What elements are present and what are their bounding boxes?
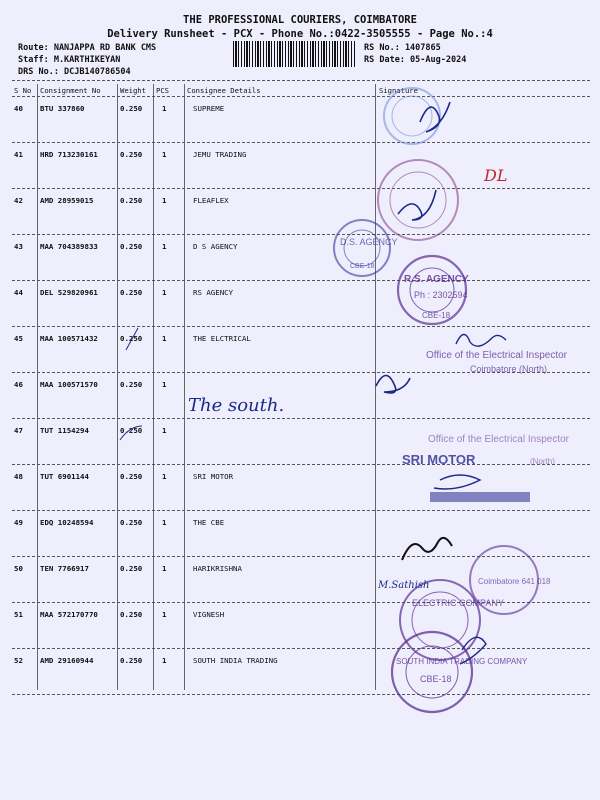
- col-header-weight: Weight: [120, 86, 146, 95]
- row-consignment-no: TUT 1154294: [40, 426, 89, 435]
- stamp-rs-agency-text: R.S. AGENCY: [404, 274, 469, 285]
- office-stamp-city: Coimbatore (North): [470, 364, 548, 374]
- stamp-south-india-trading-text: SOUTH INDIA TRADING COMPANY: [396, 657, 528, 666]
- row-sno: 43: [14, 242, 23, 251]
- row-pcs: 1: [162, 426, 167, 435]
- row-weight: 0.250: [120, 104, 143, 113]
- signature-row-45: [456, 334, 506, 346]
- col-header-signature: Signature: [379, 86, 418, 95]
- col-header-consignment: Consignment No: [40, 86, 101, 95]
- row-weight: 0.250: [120, 334, 143, 343]
- row-weight: 0.250: [120, 426, 143, 435]
- row-consignment-no: MAA 704389833: [40, 242, 98, 251]
- row-pcs: 1: [162, 564, 167, 573]
- drs-number: DRS No.: DCJB140786504: [18, 67, 131, 77]
- row-pcs: 1: [162, 610, 167, 619]
- rs-number: RS No.: 1407865: [364, 43, 441, 53]
- row-pcs: 1: [162, 104, 167, 113]
- stamp-sri-motor: SRI MOTOR: [402, 452, 476, 467]
- row-pcs: 1: [162, 242, 167, 251]
- stamp-jemu-trading: [378, 160, 458, 240]
- row-pcs: 1: [162, 196, 167, 205]
- stamp-signer: M.Sathish: [378, 580, 430, 591]
- row-weight: 0.250: [120, 564, 143, 573]
- stamp-row-49-bar: [430, 492, 530, 502]
- row-consignment-no: AMD 28959015: [40, 196, 94, 205]
- stamp-electric-company-text: ELECTRIC COMPANY: [412, 598, 504, 608]
- row-consignment-no: BTU 337860: [40, 104, 85, 113]
- row-consignee: SOUTH INDIA TRADING: [193, 656, 278, 665]
- row-pcs: 1: [162, 334, 167, 343]
- row-pcs: 1: [162, 380, 167, 389]
- handwriting-south: The south.: [188, 395, 285, 416]
- row-sno: 41: [14, 150, 23, 159]
- page-subtitle: Delivery Runsheet - PCX - Phone No.:0422-3505555 - Page No.:4: [107, 28, 493, 40]
- row-weight: 0.250: [120, 518, 143, 527]
- row-pcs: 1: [162, 518, 167, 527]
- row-weight: 0.250: [120, 196, 143, 205]
- row-consignee: SRI MOTOR: [193, 472, 234, 481]
- row-consignment-no: MAA 100571432: [40, 334, 98, 343]
- rs-date: RS Date: 05-Aug-2024: [364, 55, 467, 65]
- signature-row-40: [420, 102, 450, 132]
- stamp-supreme: [384, 88, 440, 144]
- stamp-rs-city: CBE-18: [422, 311, 451, 320]
- row-pcs: 1: [162, 150, 167, 159]
- office-stamp-line1: Office of the Electrical Inspector: [426, 350, 567, 361]
- row-weight: 0.250: [120, 288, 143, 297]
- row-consignment-no: AMD 29160944: [40, 656, 94, 665]
- row-sno: 42: [14, 196, 23, 205]
- row-weight: 0.250: [120, 150, 143, 159]
- signature-row-46: [376, 375, 410, 393]
- row-consignee: JEMU TRADING: [193, 150, 247, 159]
- signature-row-50: [402, 538, 452, 560]
- row-consignment-no: EDQ 10248594: [40, 518, 94, 527]
- row-sno: 50: [14, 564, 23, 573]
- row-consignee: THE CBE: [193, 518, 225, 527]
- office-stamp-line2: Office of the Electrical Inspector: [428, 434, 569, 445]
- row-sno: 44: [14, 288, 23, 297]
- stamp-electric-company: [400, 580, 480, 660]
- row-sno: 40: [14, 104, 23, 113]
- row-pcs: 1: [162, 288, 167, 297]
- row-consignee: SUPREME: [193, 104, 225, 113]
- row-pcs: 1: [162, 656, 167, 665]
- signature-row-48: [434, 475, 480, 489]
- col-header-consignee: Consignee Details: [187, 86, 261, 95]
- row-consignee: VIGNESH: [193, 610, 225, 619]
- row-sno: 47: [14, 426, 23, 435]
- row-weight: 0.250: [120, 472, 143, 481]
- stamp-ds-agency-city: CBE-18: [350, 263, 375, 270]
- stamp-cbe-18: CBE-18: [420, 674, 452, 684]
- row-consignment-no: TUT 6901144: [40, 472, 89, 481]
- row-consignee: THE ELCTRICAL: [193, 334, 251, 343]
- row-consignee: FLEAFLEX: [193, 196, 229, 205]
- stamp-south-india-trading: [392, 632, 472, 712]
- row-weight: 0.250: [120, 610, 143, 619]
- col-header-pcs: PCS: [156, 86, 169, 95]
- signature-row-42: [398, 190, 436, 220]
- stamp-coimbatore-text: Coimbatore 641 018: [478, 577, 551, 586]
- row-sno: 52: [14, 656, 23, 665]
- row-consignment-no: MAA 100571570: [40, 380, 98, 389]
- row-consignment-no: HRD 713230161: [40, 150, 98, 159]
- row-sno: 46: [14, 380, 23, 389]
- row-consignment-no: DEL 529820961: [40, 288, 98, 297]
- row-sno: 45: [14, 334, 23, 343]
- pen-tick-row-45: [126, 328, 138, 350]
- stamp-sri-motor-sub: (North): [530, 457, 555, 466]
- row-sno: 51: [14, 610, 23, 619]
- row-sno: 49: [14, 518, 23, 527]
- row-weight: 0.250: [120, 380, 143, 389]
- row-sno: 48: [14, 472, 23, 481]
- row-consignment-no: TEN 7766917: [40, 564, 89, 573]
- row-weight: 0.250: [120, 656, 143, 665]
- handwriting-dl: DL: [484, 166, 508, 185]
- stamp-rs-phone: Ph : 2302594: [414, 290, 468, 300]
- row-pcs: 1: [162, 472, 167, 481]
- staff-label: Staff: M.KARTHIKEYAN: [18, 55, 121, 65]
- route-label: Route: NANJAPPA RD BANK CMS: [18, 43, 157, 53]
- pen-tick-row-47: [120, 426, 142, 440]
- row-consignee: D S AGENCY: [193, 242, 238, 251]
- row-consignee: HARIKRISHNA: [193, 564, 242, 573]
- row-consignee: RS AGENCY: [193, 288, 234, 297]
- stamp-ds-agency-text: D.S. AGENCY: [340, 237, 398, 247]
- row-weight: 0.250: [120, 242, 143, 251]
- row-consignment-no: MAA 572170770: [40, 610, 98, 619]
- page-title: THE PROFESSIONAL COURIERS, COIMBATORE: [183, 14, 417, 26]
- col-header-sno: S No: [14, 86, 32, 95]
